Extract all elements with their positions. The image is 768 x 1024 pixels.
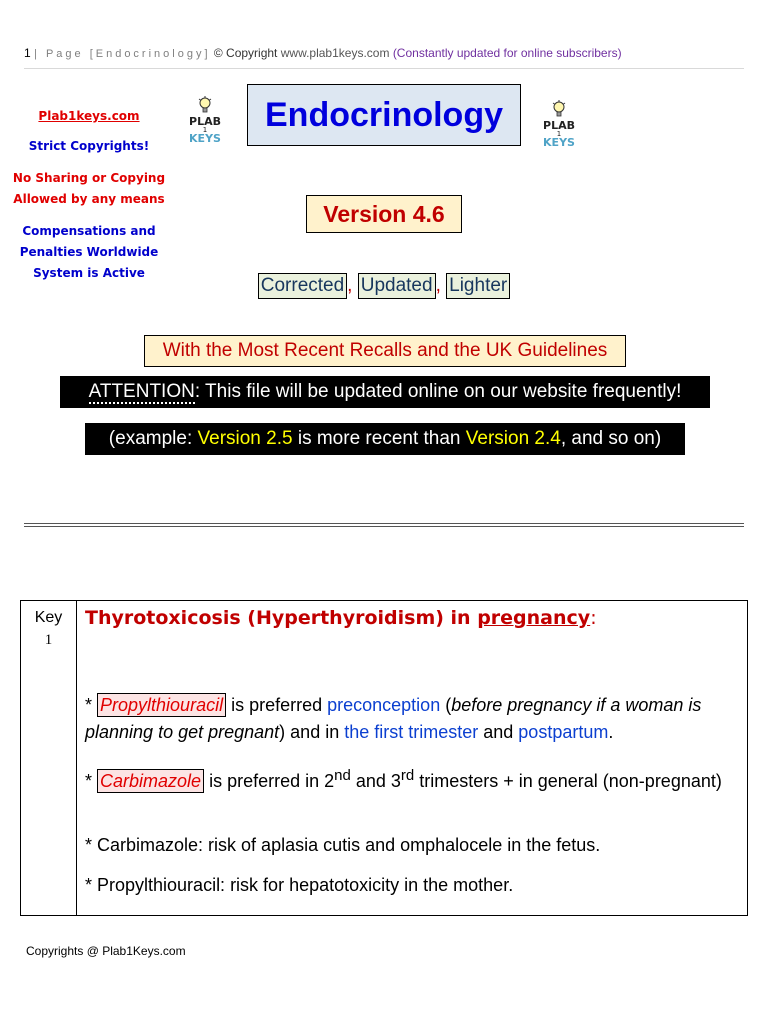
- key-table: [20, 600, 748, 916]
- example-prefix: (example:: [108, 428, 198, 449]
- notice-penalties-line2: Penalties Worldwide: [19, 245, 159, 259]
- notice-strict: Strict Copyrights!: [28, 139, 150, 153]
- superscript: rd: [400, 767, 415, 784]
- header-copyright: © Copyright: [213, 46, 278, 60]
- notice-no-sharing-line2: Allowed by any means: [13, 192, 165, 206]
- key-number: 1: [44, 632, 53, 648]
- status-lighter: Lighter: [446, 273, 510, 299]
- header-site-link[interactable]: www.plab1keys.com: [280, 46, 390, 60]
- text: and: [478, 722, 519, 742]
- page-header: [24, 46, 744, 69]
- notice-penalties-line1: Compensations and: [22, 224, 156, 238]
- text: trimesters + in general (non-pregnant): [414, 771, 722, 791]
- paragraph-ptu-preferred: [85, 692, 745, 746]
- key-label: Key: [34, 609, 63, 626]
- status-corrected: Corrected: [258, 273, 347, 299]
- example-mid: is more recent than: [292, 428, 466, 449]
- text-first-trimester: the first trimester: [344, 722, 479, 742]
- example-banner: [85, 423, 685, 455]
- divider: [24, 523, 744, 524]
- divider: [24, 526, 744, 527]
- page-label: | Page [Endocrinology]: [34, 48, 211, 60]
- text-preconception: preconception: [327, 695, 441, 715]
- logo-text-one: 1: [202, 126, 208, 134]
- document-title: Endocrinology: [247, 84, 521, 146]
- status-updated: Updated: [358, 273, 436, 299]
- paragraph-ptu-risk: * Propylthiouracil: risk for hepatotoxicity in the mother.: [85, 875, 514, 895]
- example-version-older: Version 2.4: [465, 428, 561, 449]
- notice-no-sharing-line1: No Sharing or Copying: [12, 171, 166, 185]
- notice-no-sharing: [0, 168, 178, 210]
- paragraph-carbimazole-preferred: [85, 762, 745, 795]
- status-separator: ,: [435, 275, 441, 296]
- recalls-banner: With the Most Recent Recalls and the UK Guidelines: [144, 335, 626, 367]
- bullet: *: [85, 695, 98, 715]
- text: .: [608, 722, 614, 742]
- plab-keys-logo-left: [184, 96, 226, 144]
- example-version-newer: Version 2.5: [197, 428, 293, 449]
- status-separator: ,: [347, 275, 353, 296]
- logo-text-plab: PLAB: [543, 119, 575, 132]
- text: is preferred in 2: [204, 771, 335, 791]
- key-title-pregnancy: pregnancy: [477, 607, 591, 629]
- text: is preferred: [226, 695, 328, 715]
- logo-text-keys: KEYS: [543, 136, 575, 149]
- text-postpartum: postpartum: [518, 722, 609, 742]
- key-label-cell: [21, 601, 77, 915]
- logo-text-one: 1: [556, 130, 562, 138]
- text-italic-note: before pregnancy if a woman is planning to get pregnant: [85, 695, 702, 742]
- plab-keys-logo-right: [538, 100, 580, 148]
- version-badge: Version 4.6: [306, 195, 462, 233]
- header-note: (Constantly updated for online subscribers): [392, 46, 622, 60]
- attention-label: ATTENTION: [88, 381, 195, 402]
- lightbulb-icon: [198, 96, 212, 116]
- lightbulb-icon: [552, 100, 566, 120]
- key-title-colon: :: [590, 607, 597, 629]
- text: (: [440, 695, 452, 715]
- drug-highlight-propylthiouracil: Propylthiouracil: [97, 693, 226, 717]
- logo-text-keys: KEYS: [189, 132, 221, 145]
- logo-text-plab: PLAB: [189, 115, 221, 128]
- text: and 3: [350, 771, 401, 791]
- paragraph-carbimazole-risk: * Carbimazole: risk of aplasia cutis and omphalocele in the fetus.: [85, 835, 601, 855]
- bullet: *: [85, 771, 98, 791]
- attention-text: : This file will be updated online on our website frequently!: [194, 381, 682, 402]
- key-content-cell: [85, 601, 745, 915]
- page-number: 1: [24, 46, 31, 60]
- notice-penalties-line3: System is Active: [33, 266, 145, 280]
- drug-highlight-carbimazole: Carbimazole: [97, 769, 204, 793]
- superscript: nd: [334, 767, 351, 784]
- notice-site-link[interactable]: Plab1keys.com: [38, 109, 140, 123]
- example-suffix: , and so on): [560, 428, 662, 449]
- text: ) and in: [279, 722, 345, 742]
- attention-banner: [60, 376, 710, 408]
- status-tags: [0, 273, 768, 299]
- page-footer: Copyrights @ Plab1Keys.com: [26, 944, 186, 958]
- key-title: [85, 607, 597, 629]
- key-title-main: Thyrotoxicosis (Hyperthyroidism) in: [85, 607, 478, 629]
